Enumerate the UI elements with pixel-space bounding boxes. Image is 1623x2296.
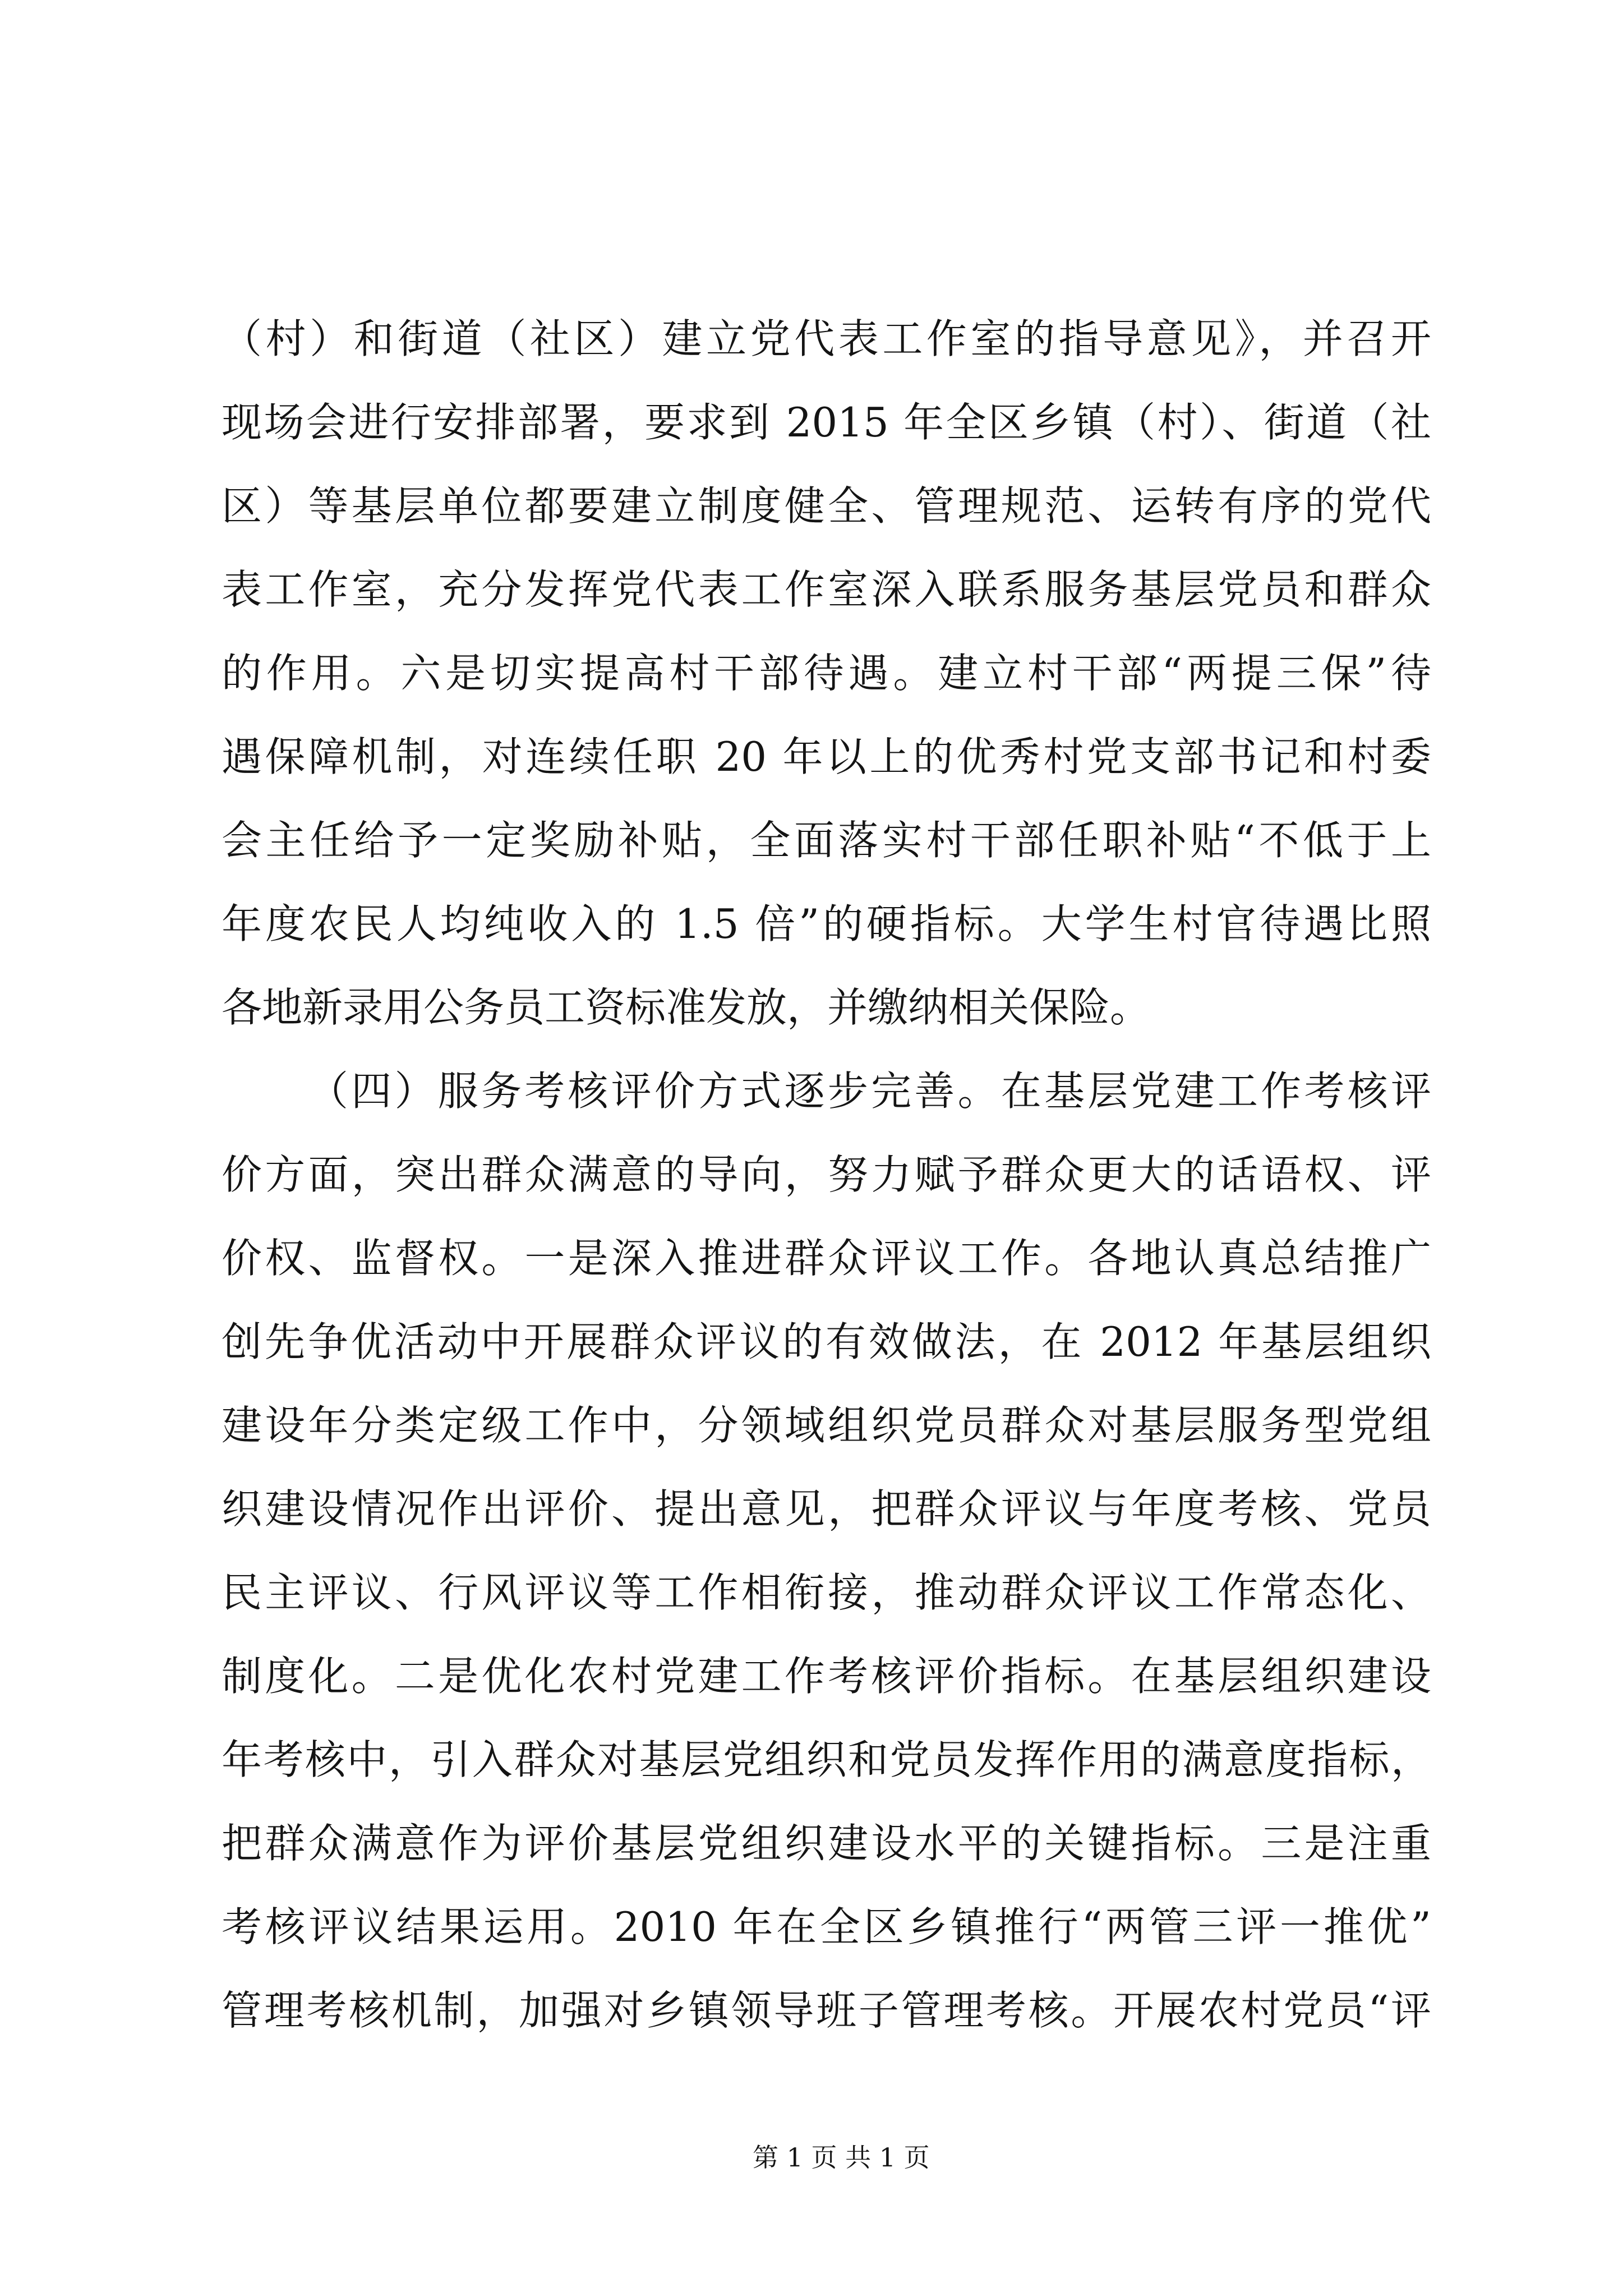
text-line: 价方面，突出群众满意的导向，努力赋予群众更大的话语权、评 (222, 1151, 1431, 1198)
text-line: 会主任给予一定奖励补贴，全面落实村干部任职补贴“不低于上 (222, 817, 1431, 864)
text-line: （村）和街道（社区）建立党代表工作室的指导意见》，并召开 (222, 315, 1431, 362)
text-line: 民主评议、行风评议等工作相衔接，推动群众评议工作常态化、 (222, 1569, 1431, 1616)
text-line: 创先争优活动中开展群众评议的有效做法，在 2012 年基层组织 (222, 1318, 1431, 1365)
text-line: 织建设情况作出评价、提出意见，把群众评议与年度考核、党员 (222, 1485, 1431, 1533)
text-line: 建设年分类定级工作中，分领域组织党员群众对基层服务型党组 (222, 1402, 1431, 1449)
paragraph-heading-line: （四）服务考核评价方式逐步完善。在基层党建工作考核评 (308, 1068, 1431, 1115)
text-line: 表工作室，充分发挥党代表工作室深入联系服务基层党员和群众 (222, 566, 1431, 613)
text-line: 价权、监督权。一是深入推进群众评议工作。各地认真总结推广 (222, 1235, 1431, 1282)
text-line: 考核评议结果运用。2010 年在全区乡镇推行“两管三评一推优” (222, 1903, 1431, 1950)
document-body (222, 297, 1431, 2053)
text-line: 现场会进行安排部署，要求到 2015 年全区乡镇（村）、街道（社 (222, 399, 1431, 446)
text-line: 把群众满意作为评价基层党组织建设水平的关键指标。三是注重 (222, 1820, 1431, 1867)
text-line: 年考核中，引入群众对基层党组织和党员发挥作用的满意度指标， (222, 1736, 1431, 1783)
text-line: 管理考核机制，加强对乡镇领导班子管理考核。开展农村党员“评 (222, 1987, 1431, 2034)
text-line: 各地新录用公务员工资标准发放，并缴纳相关保险。 (222, 984, 1151, 1031)
text-line: 年度农民人均纯收入的 1.5 倍”的硬指标。大学生村官待遇比照 (222, 900, 1431, 947)
text-line: 的作用。六是切实提高村干部待遇。建立村干部“两提三保”待 (222, 650, 1431, 697)
paragraph (222, 1050, 1431, 2053)
paragraph (222, 297, 1431, 1050)
text-line: 遇保障机制，对连续任职 20 年以上的优秀村党支部书记和村委 (222, 733, 1431, 780)
page-footer: 第 1 页 共 1 页 (753, 2142, 930, 2173)
text-line: 制度化。二是优化农村党建工作考核评价指标。在基层组织建设 (222, 1653, 1431, 1700)
text-line: 区）等基层单位都要建立制度健全、管理规范、运转有序的党代 (222, 482, 1431, 530)
